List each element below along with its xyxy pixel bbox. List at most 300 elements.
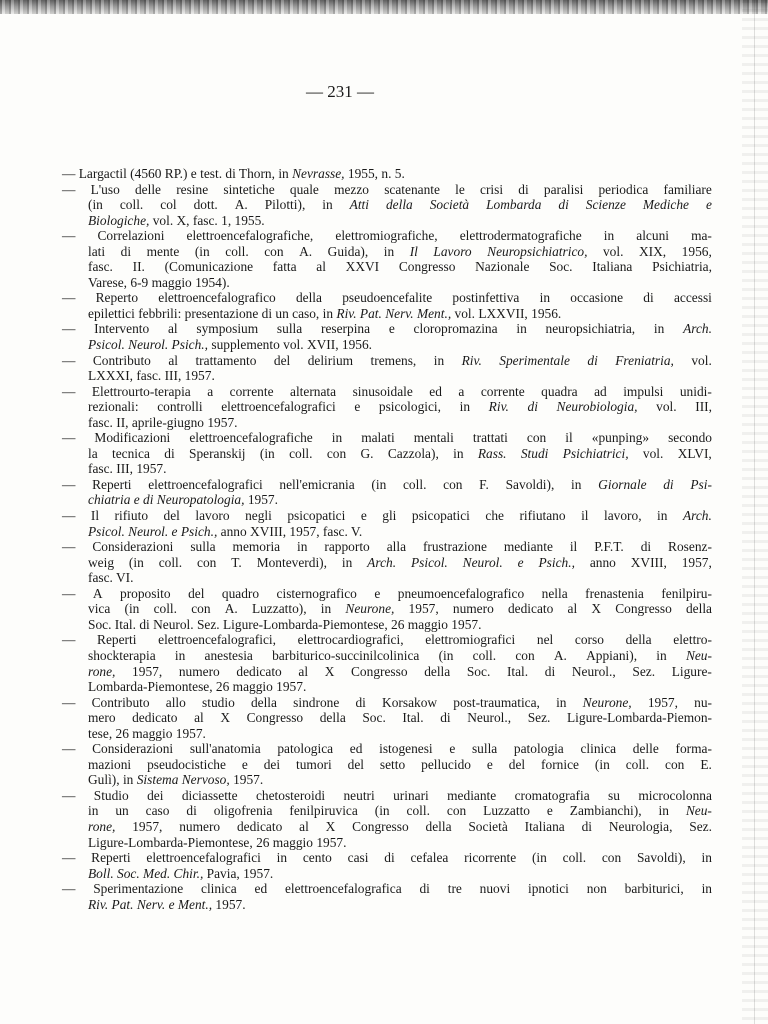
word: sulla xyxy=(276,321,303,337)
word: 1957, xyxy=(647,694,678,710)
word: scatenante xyxy=(384,181,440,197)
word: 1957, xyxy=(132,818,163,834)
word: studio xyxy=(202,694,235,710)
word: in xyxy=(516,321,527,337)
word: allo xyxy=(165,694,186,710)
word: accessi xyxy=(673,290,712,306)
word: A. xyxy=(299,243,313,259)
entry-line xyxy=(62,321,712,337)
word: in xyxy=(433,352,445,368)
journal-title: Riv. Pat. Nerv. Ment., xyxy=(336,305,452,321)
word: tumori xyxy=(295,756,332,772)
word: in xyxy=(459,399,471,415)
entry-line xyxy=(62,632,712,648)
word: ed xyxy=(429,383,442,399)
word: E. xyxy=(700,756,712,772)
word: coll. xyxy=(158,554,183,570)
word: il xyxy=(565,430,573,446)
italic-word: Neuropsichiatrico, xyxy=(487,243,588,259)
entry-line xyxy=(62,539,712,555)
word: vol. xyxy=(691,352,712,368)
word: con xyxy=(326,445,347,461)
word: del xyxy=(188,585,205,601)
word: Soc. xyxy=(466,663,491,679)
word: in xyxy=(653,321,665,337)
word: con xyxy=(443,476,463,492)
word: coll. xyxy=(406,803,430,819)
word: memoria xyxy=(232,539,281,555)
word: fenilpiru- xyxy=(661,585,712,601)
italic-word: Neu- xyxy=(685,647,712,663)
word: Luzzatto), xyxy=(251,601,307,617)
word: — xyxy=(62,694,76,710)
word: del xyxy=(347,756,364,772)
entry-line xyxy=(88,835,712,851)
word: delle xyxy=(134,181,161,197)
word: al xyxy=(567,601,578,617)
word: A xyxy=(92,585,103,601)
word: (in xyxy=(531,850,547,866)
word: con xyxy=(191,601,211,617)
word: corso xyxy=(574,632,604,648)
italic-word: Freniatria, xyxy=(615,352,674,368)
word: Congresso xyxy=(351,663,408,679)
word: mente xyxy=(146,243,180,259)
entry-line xyxy=(62,228,712,244)
word: XLVI, xyxy=(677,445,712,461)
word: del xyxy=(273,352,291,368)
word: istogenesi xyxy=(379,741,433,757)
word: con xyxy=(526,430,547,446)
entry-line xyxy=(88,772,712,788)
word: dedicato xyxy=(236,663,282,679)
word: mazioni xyxy=(88,756,132,772)
word: (in xyxy=(374,803,390,819)
page-number: — 231 — xyxy=(306,82,374,101)
word: (in xyxy=(128,554,144,570)
word: frenastenia xyxy=(585,585,644,601)
entry-text: epilettici febbrili: presentazione di un caso, in xyxy=(88,305,337,321)
word: dedicato xyxy=(507,601,554,617)
word: dei xyxy=(147,787,164,803)
word: microcolonna xyxy=(638,787,712,803)
word: — xyxy=(62,290,76,306)
word: (in xyxy=(124,601,140,617)
italic-word: Neurobiologia, xyxy=(556,399,638,415)
word: fatta xyxy=(272,259,297,275)
word: al xyxy=(168,352,178,368)
entry-line xyxy=(88,570,712,586)
word: — xyxy=(62,476,76,492)
word: F. xyxy=(479,476,489,492)
word: controlli xyxy=(157,399,203,415)
word: rifiutano xyxy=(519,508,566,524)
word: le xyxy=(455,181,465,197)
italic-word: Arch. xyxy=(682,508,712,524)
word: chetosteroidi xyxy=(255,787,326,803)
word: psicopatici xyxy=(411,508,470,524)
word: al xyxy=(298,663,309,679)
word: X xyxy=(220,710,230,726)
word: quale xyxy=(289,181,319,197)
entry-line xyxy=(88,259,712,275)
italic-word: Mediche xyxy=(642,197,690,213)
entry-text: tese, 26 maggio 1957. xyxy=(88,725,206,741)
word: della xyxy=(685,601,712,617)
word: rezionali: xyxy=(88,399,139,415)
word: mero xyxy=(88,710,116,726)
word: vol. xyxy=(656,399,677,415)
entry-line xyxy=(88,244,712,260)
italic-word: di xyxy=(527,399,538,415)
word: e xyxy=(241,756,248,772)
word: 1956, xyxy=(681,243,712,259)
word: setto xyxy=(379,756,406,772)
entry-text: vol. X, fasc. 1, 1955. xyxy=(149,212,265,228)
word: di xyxy=(186,803,197,819)
word: Rosenz- xyxy=(668,539,712,555)
word: — xyxy=(62,632,76,648)
word: mezzo xyxy=(334,181,370,197)
word: sulla xyxy=(190,539,216,555)
word: con xyxy=(264,243,284,259)
word: Correlazioni xyxy=(97,228,165,244)
journal-title: chiatria e di Neuropatologia, xyxy=(88,492,245,508)
entry-text: 1955, n. 5. xyxy=(344,166,405,181)
word: elettro- xyxy=(673,632,712,648)
word: vol. xyxy=(602,243,624,259)
italic-word: Giornale xyxy=(598,476,647,492)
word: XVIII, xyxy=(630,554,667,570)
bibliography-entry xyxy=(62,321,712,352)
word: in xyxy=(571,476,582,492)
word: XIX, xyxy=(638,243,667,259)
entry-text: Lombarda-Piemontese, 26 maggio 1957. xyxy=(88,679,307,695)
word: in xyxy=(383,243,395,259)
word: Guida), xyxy=(327,243,369,259)
word: X xyxy=(325,818,336,834)
entry-line xyxy=(88,897,712,913)
word: numero xyxy=(178,663,220,679)
word: psicopatici xyxy=(287,508,346,524)
word: in xyxy=(322,197,333,213)
word: pellucido xyxy=(421,756,471,772)
word: Reperti xyxy=(92,476,132,492)
word: (in xyxy=(438,647,454,663)
entry-line xyxy=(88,679,712,695)
word: A. xyxy=(224,601,238,617)
word: cento xyxy=(302,850,332,866)
word: nell'emicrania xyxy=(279,476,355,492)
word: pneumoencefalografico xyxy=(397,585,525,601)
word: a xyxy=(458,383,465,399)
word: casi xyxy=(347,850,369,866)
italic-word: Riv. xyxy=(488,399,509,415)
word: il xyxy=(569,539,578,555)
word: — xyxy=(62,430,76,446)
word: e xyxy=(374,585,381,601)
word: in xyxy=(331,430,343,446)
word: G. xyxy=(360,445,374,461)
word: Considerazioni xyxy=(92,741,174,757)
word: delle xyxy=(632,741,659,757)
word: e xyxy=(546,803,553,819)
word: — xyxy=(62,787,76,803)
entry-line xyxy=(62,290,712,306)
italic-word: rone, xyxy=(88,818,116,834)
word: vica xyxy=(88,601,111,617)
word: in xyxy=(701,850,712,866)
word: familiare xyxy=(663,181,712,197)
word: A. xyxy=(234,197,248,213)
entry-line xyxy=(62,430,712,446)
italic-word: e xyxy=(705,197,712,213)
word: Savoldi), xyxy=(636,850,686,866)
word: — xyxy=(62,881,76,897)
italic-word: e xyxy=(517,554,524,570)
word: crisi xyxy=(480,181,504,197)
word: X xyxy=(324,663,335,679)
entry-line xyxy=(62,353,712,369)
entry-line xyxy=(88,368,712,384)
word: Soc. xyxy=(362,710,386,726)
entry-line xyxy=(88,555,712,571)
entry-line xyxy=(62,586,712,602)
entry-line xyxy=(88,819,712,835)
word: 1957, xyxy=(408,601,439,617)
word: nel xyxy=(536,632,554,648)
entry-line xyxy=(88,461,712,477)
word: Congresso xyxy=(398,259,456,275)
entry-line xyxy=(88,726,712,742)
word: alcuni xyxy=(636,228,669,244)
word: Speranskij xyxy=(189,445,246,461)
bibliography-entry xyxy=(62,881,712,912)
word: coll. xyxy=(472,647,497,663)
word: secondo xyxy=(668,430,712,446)
word: in xyxy=(174,647,186,663)
word: Savoldi), xyxy=(505,476,555,492)
word: sulla xyxy=(471,741,498,757)
word: reserpina xyxy=(320,321,371,337)
word: la xyxy=(88,445,98,461)
word: elettroencefalografiche, xyxy=(186,228,314,244)
word: barbiturici, xyxy=(624,881,684,897)
word: barbiturico-succinilcolinica xyxy=(272,647,420,663)
word: quadro xyxy=(221,585,260,601)
word: cefalea xyxy=(410,850,449,866)
bibliography-entry xyxy=(62,384,712,431)
italic-word: Lombarda xyxy=(486,197,542,213)
word: tremens, xyxy=(370,352,417,368)
word: Reperti xyxy=(97,632,137,648)
word: Psichiatria, xyxy=(652,259,712,275)
word: al xyxy=(316,259,326,275)
word: Neurol., xyxy=(571,663,616,679)
word: alla xyxy=(386,539,407,555)
word: Reperti xyxy=(91,850,131,866)
word: elettroencefalografico xyxy=(158,290,276,306)
word: — xyxy=(62,383,76,399)
word: rapporto xyxy=(324,539,370,555)
word: (in xyxy=(594,756,610,772)
word: patologia xyxy=(513,741,564,757)
word: — xyxy=(62,741,76,757)
word: coll. xyxy=(562,850,587,866)
word: in xyxy=(88,803,99,819)
word: nuovi xyxy=(479,881,511,897)
word: in xyxy=(701,881,712,897)
word: — xyxy=(62,508,76,524)
italic-word: Psicol. xyxy=(410,554,448,570)
word: coll. xyxy=(289,445,313,461)
entry-text: Gulì), in xyxy=(88,772,137,788)
word: Zambianchi), xyxy=(569,803,642,819)
word: corrente xyxy=(229,383,274,399)
word: in xyxy=(539,290,551,306)
entry-line xyxy=(88,306,712,322)
word: impulsi xyxy=(623,383,664,399)
word: neuropsichiatria, xyxy=(545,321,636,337)
entry-text: Pavia, 1957. xyxy=(203,865,274,881)
word: Nazionale xyxy=(475,259,530,275)
word: shockterapia xyxy=(88,647,156,663)
italic-word: di xyxy=(558,197,569,213)
word: mentali xyxy=(413,430,454,446)
word: ed xyxy=(349,741,363,757)
word: di xyxy=(440,710,451,726)
word: lavoro xyxy=(195,508,230,524)
word: di xyxy=(643,290,654,306)
entry-line xyxy=(62,741,712,757)
word: paralisi xyxy=(543,181,584,197)
italic-word: Studi xyxy=(520,445,549,461)
word: elettroencefalografici xyxy=(146,850,261,866)
entry-line xyxy=(88,213,712,229)
word: della xyxy=(250,694,277,710)
word: 1957, xyxy=(681,554,712,570)
word: sull'anatomia xyxy=(189,741,261,757)
italic-word: Neurone, xyxy=(345,601,395,617)
entry-line xyxy=(88,337,712,353)
word: patologica xyxy=(277,741,334,757)
word: con xyxy=(446,803,467,819)
word: T. xyxy=(231,554,242,570)
italic-word: Società xyxy=(429,197,470,213)
word: al xyxy=(299,818,309,834)
word: Contributo xyxy=(92,352,151,368)
entry-line xyxy=(88,710,712,726)
word: Ital. xyxy=(506,663,529,679)
word: della xyxy=(625,632,652,648)
word: Congresso xyxy=(615,601,672,617)
word: Italiana xyxy=(592,259,633,275)
word: proposito xyxy=(120,585,171,601)
word: nu- xyxy=(694,694,712,710)
word: coll. xyxy=(225,243,249,259)
entry-text: fasc. II, aprile-giugno 1957. xyxy=(88,414,238,430)
word: e xyxy=(449,741,456,757)
entry-line xyxy=(88,275,712,291)
bibliography-entry xyxy=(62,166,712,182)
word: postinfettiva xyxy=(452,290,520,306)
word: Sez. xyxy=(527,710,551,726)
word: urinari xyxy=(393,787,429,803)
italic-word: Riv. xyxy=(461,352,482,368)
entry-text: Soc. Ital. di Neurol. Sez. Ligure-Lombarda-Piemontese, 26 maggio 1957. xyxy=(88,616,482,632)
word: con xyxy=(197,554,217,570)
word: corrente xyxy=(480,383,525,399)
word: caso xyxy=(145,803,170,819)
word: «punping» xyxy=(591,430,650,446)
italic-word: Atti xyxy=(349,197,369,213)
word: dei xyxy=(263,756,281,772)
word: Reperto xyxy=(95,290,139,306)
entry-text: — Largactil (4560 RP.) e test. di Thorn, in xyxy=(62,166,293,181)
entry-line xyxy=(62,384,712,400)
word: coll. xyxy=(153,601,177,617)
word: della xyxy=(424,663,451,679)
word: Ital. xyxy=(402,710,424,726)
word: in xyxy=(320,601,332,617)
word: elettrodermatografiche xyxy=(459,228,582,244)
word: numero xyxy=(452,601,494,617)
word: dedicato xyxy=(236,818,283,834)
word: (in xyxy=(194,243,210,259)
italic-word: Neurol. xyxy=(462,554,503,570)
bibliography-entry xyxy=(62,182,712,229)
entry-line xyxy=(88,399,712,415)
italic-word: Psi- xyxy=(690,476,712,492)
word: al xyxy=(194,710,204,726)
word: resine xyxy=(176,181,209,197)
entry-line xyxy=(62,850,712,866)
journal-title: Biologiche, xyxy=(88,212,150,228)
italic-word: Neurone, xyxy=(582,694,632,710)
word: pseudocistiche xyxy=(147,756,226,772)
journal-title: Sistema Nervoso, xyxy=(136,772,230,788)
word: ma- xyxy=(691,228,712,244)
bibliography-entry xyxy=(62,430,712,477)
word: Modificazioni xyxy=(94,430,171,446)
word: in xyxy=(297,539,308,555)
word: in xyxy=(453,445,464,461)
word: in xyxy=(556,694,567,710)
entry-text: 1957. xyxy=(212,896,246,912)
word: pseudoencefalite xyxy=(342,290,433,306)
entry-text: supplemento vol. XVII, 1956. xyxy=(208,337,373,353)
word: L'uso xyxy=(90,181,120,197)
italic-word: Il xyxy=(409,243,418,259)
word: mediante xyxy=(447,787,497,803)
entry-line xyxy=(88,617,712,633)
word: coll. xyxy=(119,197,144,213)
word: tecnica xyxy=(112,445,150,461)
italic-word: della xyxy=(385,197,413,213)
word: elettroencefalografici xyxy=(148,476,263,492)
entry-line xyxy=(62,508,712,524)
entry-text: 1957. xyxy=(244,492,278,508)
word: (in xyxy=(371,476,387,492)
word: del xyxy=(508,756,526,772)
entry-line xyxy=(88,803,712,819)
word: clinica xyxy=(580,741,617,757)
word: neutri xyxy=(343,787,375,803)
entry-line xyxy=(88,664,712,680)
word: elettroencefalografici, xyxy=(158,632,276,648)
word: lavoro, xyxy=(604,508,642,524)
word: della xyxy=(295,290,322,306)
